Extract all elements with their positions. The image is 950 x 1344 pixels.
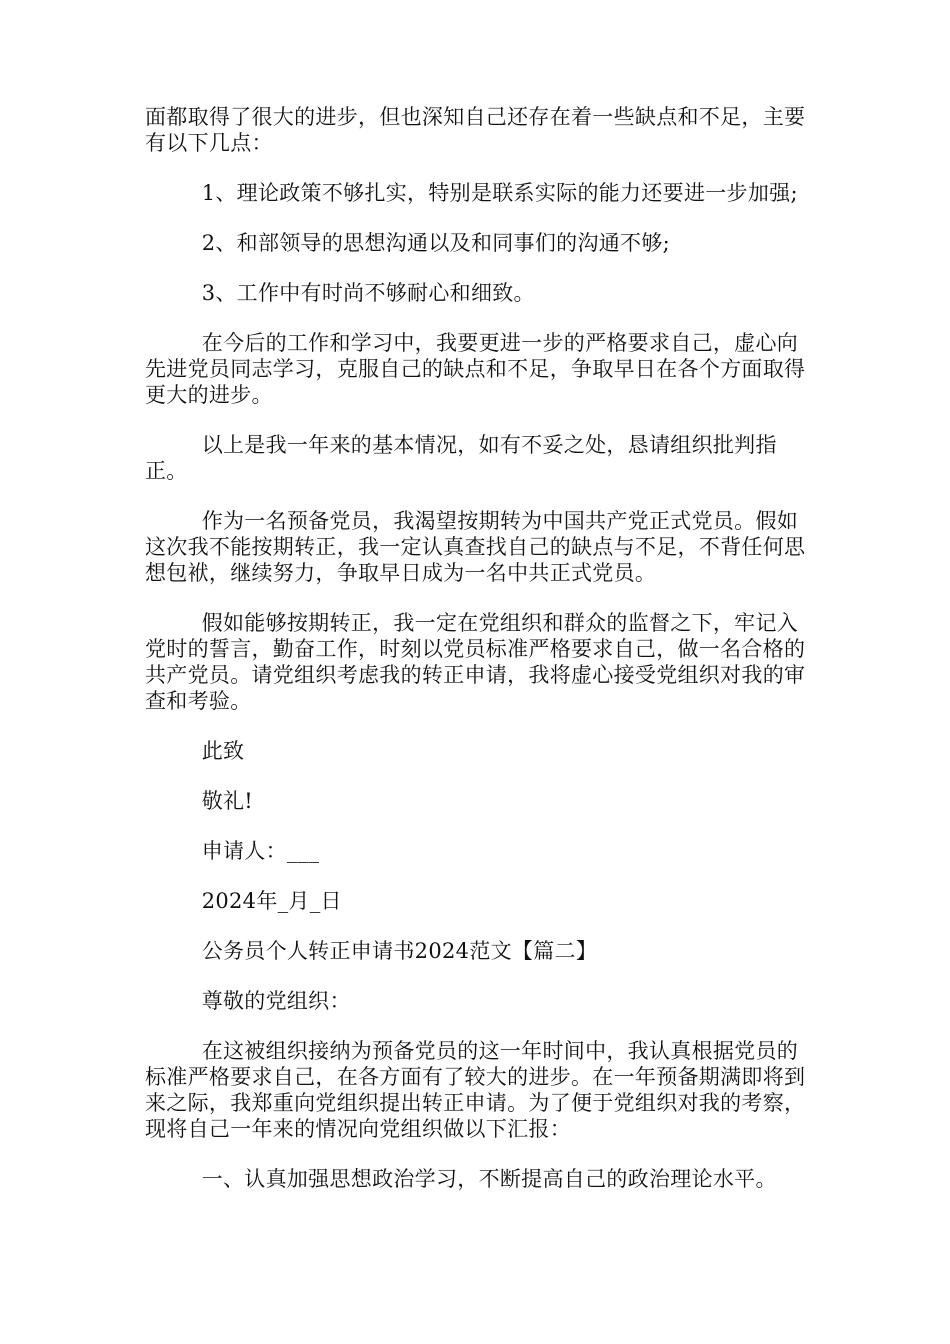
paragraph-summary: 以上是我一年来的基本情况，如有不妥之处，恳请组织批判指正。 bbox=[145, 433, 777, 483]
section-title: 公务员个人转正申请书2024范文【篇二】 bbox=[201, 939, 598, 963]
list-item-1: 1、理论政策不够扎实，特别是联系实际的能力还要进一步加强; bbox=[201, 181, 798, 205]
greeting: 尊敬的党组织： bbox=[201, 989, 351, 1013]
paragraph-continuation: 面都取得了很大的进步，但也深知自己还存在着一些缺点和不足，主要有以下几点： bbox=[145, 105, 806, 155]
closing-salutation: 此致 bbox=[201, 739, 245, 763]
applicant-signature: 申请人：___ bbox=[201, 839, 320, 863]
list-item-2: 2、和部领导的思想沟通以及和同事们的沟通不够; bbox=[201, 231, 671, 255]
closing-regards: 敬礼! bbox=[201, 789, 254, 813]
paragraph-hope: 作为一名预备党员，我渴望按期转为中国共产党正式党员。假如这次我不能按期转正，我一定认真查找自己的缺点与不足，不背任何思想包袱，继续努力，争取早日成为一名中共正式党员。 bbox=[145, 509, 806, 585]
paragraph-commitment: 假如能够按期转正，我一定在党组织和群众的监督之下，牢记入党时的誓言，勤奋工作，时刻以党员标准严格要求自己，做一名合格的共产党员。请党组织考虑我的转正申请，我将虚心接受党组织对我的审查和考验。 bbox=[145, 611, 806, 713]
paragraph-intro: 在这被组织接纳为预备党员的这一年时间中，我认真根据党员的标准严格要求自己，在各方面有了较大的进步。在一年预备期满即将到来之际，我郑重向党组织提出转正申请。为了便于党组织对我的考察，现将自己一年来的情况向党组织做以下汇报： bbox=[145, 1039, 806, 1141]
document-body bbox=[145, 104, 810, 1216]
date-line: 2024年_月_日 bbox=[201, 889, 342, 913]
heading-point-one: 一、认真加强思想政治学习，不断提高自己的政治理论水平。 bbox=[201, 1167, 777, 1191]
list-item-3: 3、工作中有时尚不够耐心和细致。 bbox=[201, 281, 535, 305]
paragraph-future-plan: 在今后的工作和学习中，我要更进一步的严格要求自己，虚心向先进党员同志学习，克服自己的缺点和不足，争取早日在各个方面取得更大的进步。 bbox=[145, 331, 806, 407]
